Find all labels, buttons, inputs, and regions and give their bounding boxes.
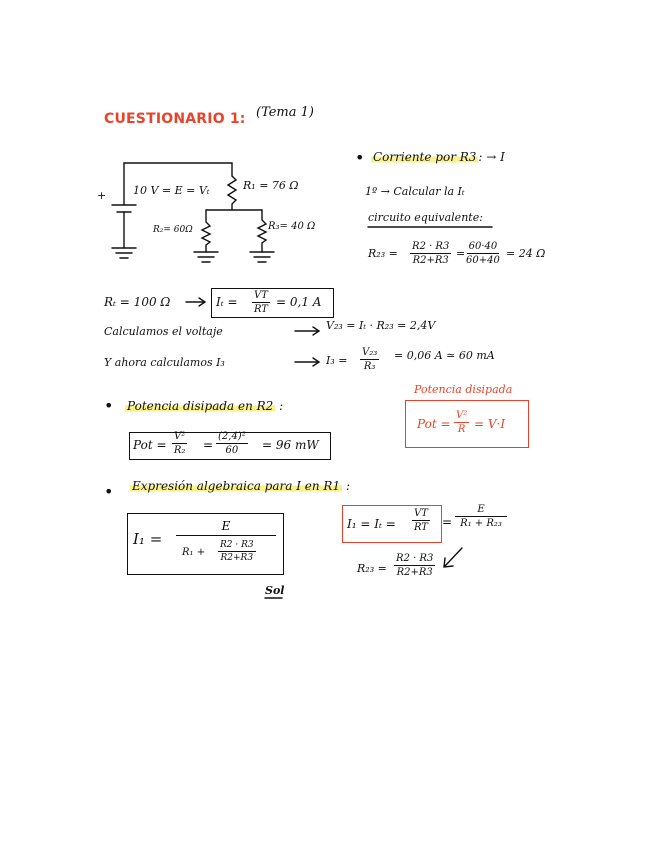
note-title: Potencia disipada bbox=[414, 383, 513, 396]
arrow-voltage bbox=[295, 327, 319, 335]
pot-fraction-values: $\frac{\text{(2,4)²}}{60}$ bbox=[218, 431, 246, 456]
i3-result: = 0,06 A ≃ 60 mA bbox=[394, 349, 495, 362]
page-title: CUESTIONARIO 1: bbox=[104, 111, 246, 127]
ground-r3 bbox=[250, 252, 274, 262]
section3-heading: Expresión algebraica para I en R1 bbox=[132, 479, 341, 493]
page-topic: (Tema 1) bbox=[256, 105, 314, 120]
voltage-text: Calculamos el voltaje bbox=[104, 325, 223, 338]
sol-label: Sol bbox=[265, 584, 285, 597]
resistor-r1 bbox=[228, 176, 236, 210]
r2-label: R₂= 60Ω bbox=[153, 225, 193, 235]
step-text: 1º → Calcular la Iₜ bbox=[365, 185, 465, 198]
i1-den-a: R₁ + bbox=[182, 547, 206, 558]
bullet-1: • bbox=[355, 148, 365, 167]
bullet-3: • bbox=[104, 482, 114, 501]
i1-den-fraction: $\frac{R2 \cdot R3}{R2+R3}$ bbox=[220, 540, 254, 563]
note-rhs: = V·I bbox=[474, 417, 506, 431]
section2-colon: : bbox=[279, 399, 284, 413]
pot-result: = 96 mW bbox=[262, 438, 319, 452]
pot-lhs: Pot = bbox=[133, 438, 167, 452]
section3-colon: : bbox=[345, 479, 350, 493]
right-eq: = bbox=[442, 515, 453, 529]
rt-value: Rₜ = 100 Ω bbox=[104, 295, 171, 309]
arrow-rt bbox=[186, 298, 205, 306]
i1-lhs: I₁ = bbox=[133, 530, 163, 548]
i3-fraction: $\frac{\text{V₂₃}}{\text{R₃}}$ bbox=[362, 347, 378, 372]
r23-fraction-values: $\frac{60\cdot 40}{60+40}$ bbox=[466, 241, 500, 266]
r23-lhs: R₂₃ = bbox=[368, 247, 398, 260]
right-lhs: I₁ = Iₜ = bbox=[347, 517, 396, 531]
equiv-text: circuito equivalente: bbox=[368, 211, 483, 224]
right-fraction: $\frac{VT}{RT}$ bbox=[413, 508, 428, 533]
it-lhs: Iₜ = bbox=[216, 295, 238, 309]
v23-equation: V₂₃ = Iₜ · R₂₃ = 2,4V bbox=[326, 319, 436, 332]
i3-lhs: I₃ = bbox=[326, 354, 348, 367]
note-lhs: Pot = bbox=[417, 417, 451, 431]
resistor-r2 bbox=[202, 210, 210, 252]
section1-heading: Corriente por R3 bbox=[373, 150, 477, 164]
it-fraction: $\frac{VT}{RT}$ bbox=[253, 290, 268, 315]
r23b-fraction: $\frac{R2 \cdot R3}{R2+R3}$ bbox=[396, 553, 434, 578]
ground-left bbox=[112, 248, 136, 258]
resistor-r3 bbox=[258, 210, 266, 252]
r23-eq: = bbox=[456, 247, 466, 260]
arrow-current bbox=[295, 358, 319, 366]
wire-top bbox=[124, 163, 232, 176]
r23-result: = 24 Ω bbox=[506, 247, 546, 260]
plus-sign: + bbox=[97, 189, 107, 202]
right-fraction-2: $\frac{E}{\text{R₁ + R₂₃}}$ bbox=[455, 504, 507, 529]
r1-label: R₁ = 76 Ω bbox=[243, 179, 299, 192]
arrow-r23 bbox=[444, 548, 462, 567]
note-fraction: $\frac{\text{V²}}{R}$ bbox=[456, 410, 468, 435]
pot-fraction: $\frac{\text{V²}}{\text{R₂}}$ bbox=[173, 431, 186, 456]
pot-eq: = bbox=[203, 438, 214, 452]
source-label: 10 V = E = Vₜ bbox=[133, 184, 210, 197]
current-text: Y ahora calculamos I₃ bbox=[104, 356, 225, 369]
i1-numerator: E bbox=[176, 517, 276, 536]
section1-suffix: : → I bbox=[478, 150, 505, 164]
r23-fraction: $\frac{R2 \cdot R3}{R2+R3}$ bbox=[412, 241, 450, 266]
section2-heading: Potencia disipada en R2 bbox=[127, 399, 274, 413]
r23b-lhs: R₂₃ = bbox=[357, 562, 387, 575]
r3-label: R₃= 40 Ω bbox=[268, 221, 316, 232]
bullet-2: • bbox=[104, 396, 114, 415]
ground-r2 bbox=[194, 252, 218, 262]
it-result: = 0,1 A bbox=[276, 295, 322, 309]
